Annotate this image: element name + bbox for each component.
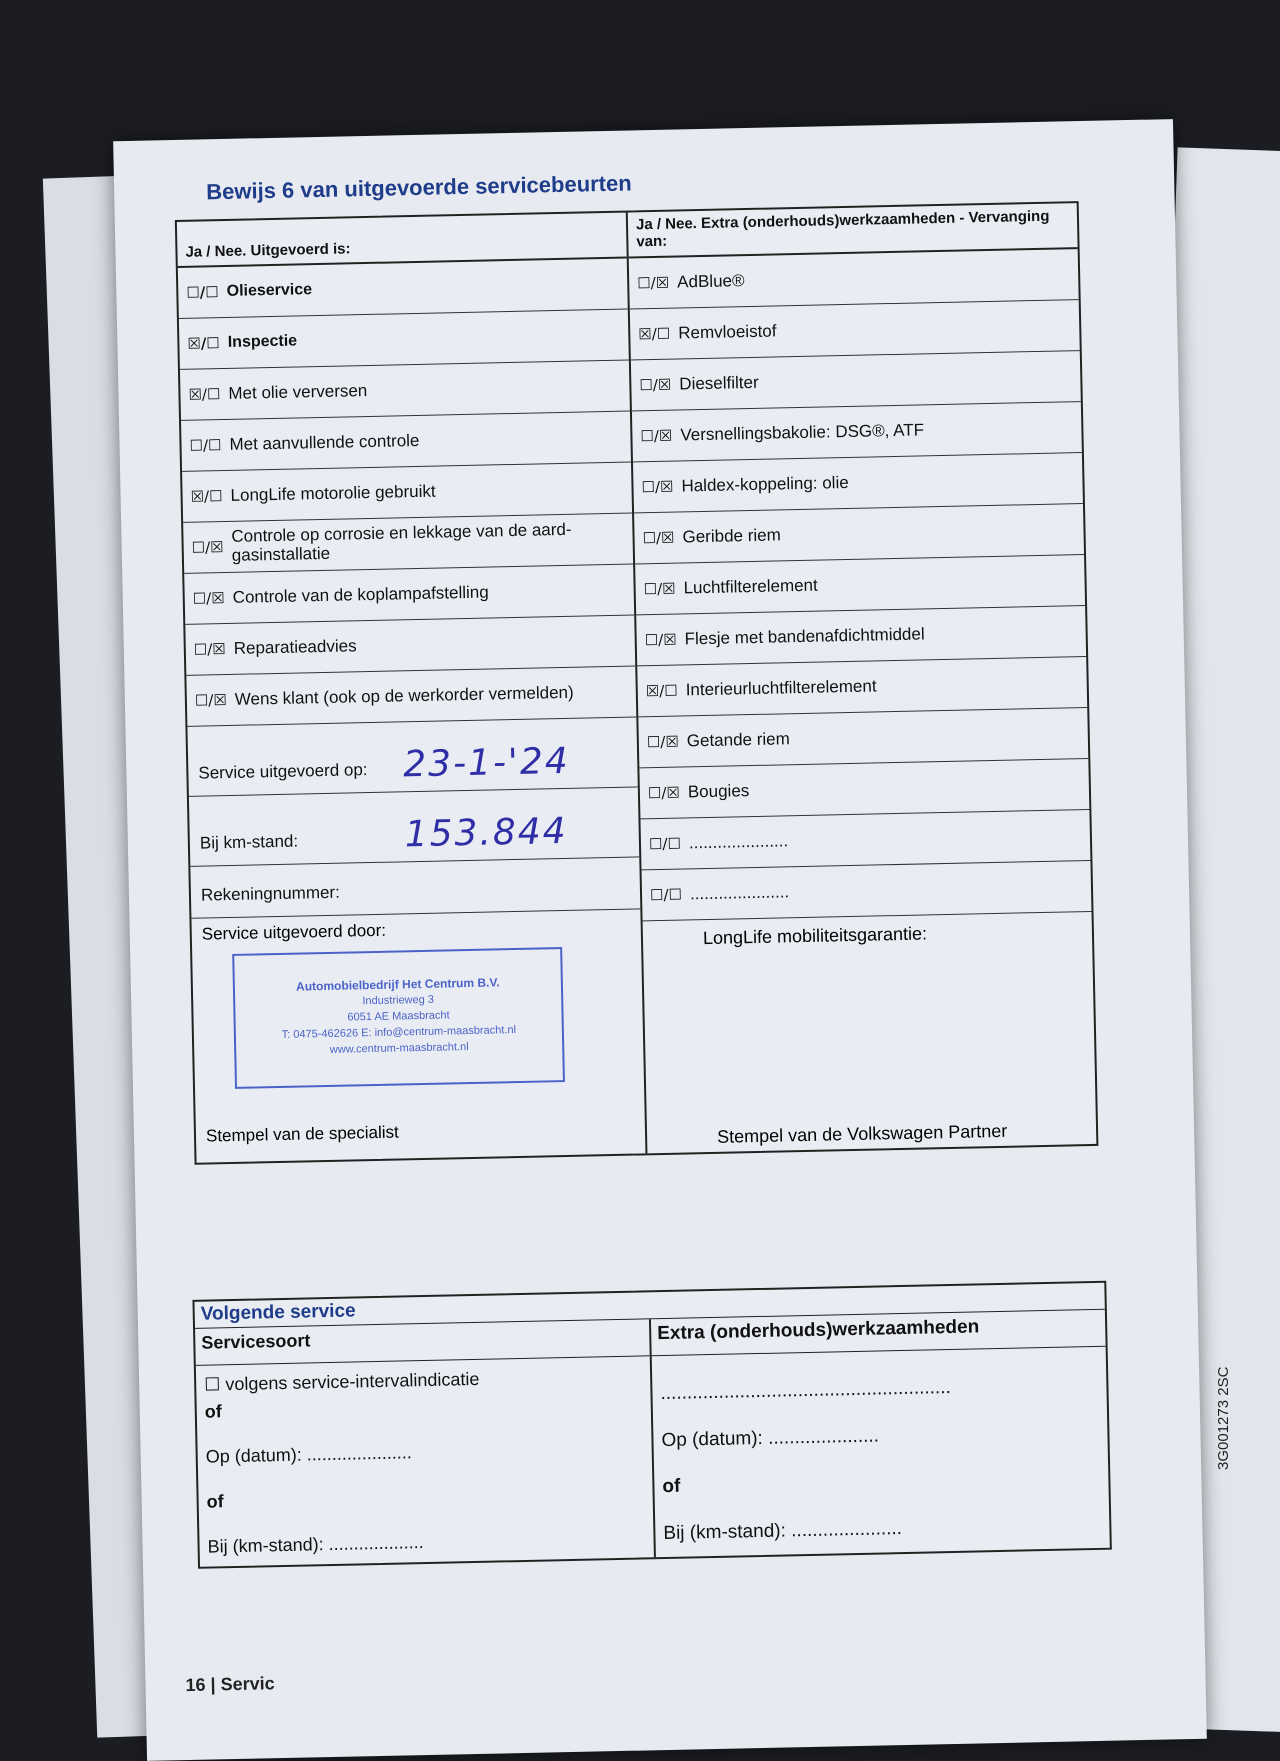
- left-column-title: Ja / Nee. Uitgevoerd is:: [177, 213, 627, 268]
- km-handwriting: 153.844: [404, 810, 569, 856]
- service-date-handwriting: 23-1-'24: [402, 740, 571, 786]
- partner-stamp-area: LongLife mobiliteitsgarantie: Stempel van de Volkswagen Partner: [702, 923, 1008, 1147]
- replacement-item-checkbox[interactable]: ☐/☒: [637, 273, 670, 293]
- replacement-item-row: [639, 759, 1089, 819]
- next-date-field[interactable]: Op (datum): .....................: [205, 1442, 412, 1467]
- replacement-item-checkbox[interactable]: ☒/☐: [645, 681, 678, 701]
- replacement-item-label: Haldex-koppeling: olie: [681, 472, 849, 496]
- performed-item-checkbox[interactable]: ☒/☐: [190, 487, 223, 506]
- replacement-item-label: Luchtfilterelement: [683, 575, 818, 598]
- performed-item-checkbox[interactable]: ☐/☐: [186, 283, 219, 302]
- replacement-item-label: Dieselfilter: [679, 372, 759, 394]
- replacement-item-checkbox[interactable]: ☐/☒: [642, 528, 675, 548]
- performed-item-checkbox[interactable]: ☐/☒: [194, 690, 228, 710]
- performed-item-checkbox[interactable]: ☐/☒: [191, 537, 224, 557]
- performed-item-label: Olieservice: [226, 281, 313, 300]
- replacement-item-checkbox[interactable]: ☐/☒: [641, 477, 674, 497]
- interval-option-checkbox[interactable]: ☐ volgens service-intervalindicatie: [204, 1368, 480, 1395]
- right-column-title: Ja / Nee. Extra (onderhouds)werkzaamheden - Vervanging van:: [628, 203, 1078, 258]
- performed-item-checkbox[interactable]: ☒/☐: [188, 385, 221, 404]
- replacement-item-row: [631, 351, 1081, 411]
- performed-item-row: [180, 361, 630, 421]
- performed-item-row: [185, 615, 635, 675]
- replacement-item-row: [642, 861, 1092, 921]
- extra-km-field[interactable]: Bij (km-stand): .....................: [663, 1517, 903, 1544]
- replacement-item-label: AdBlue®: [676, 271, 745, 292]
- performed-item-label: Inspectie: [227, 332, 298, 351]
- next-km-field[interactable]: Bij (km-stand): ...................: [207, 1532, 424, 1557]
- performed-item-label: Controle op corrosie en lekkage van de aard- gasinstallatie: [231, 520, 572, 565]
- invoice-field[interactable]: Rekeningnummer:: [190, 857, 640, 918]
- service-booklet-page: [113, 119, 1207, 1761]
- extra-date-field[interactable]: Op (datum): .....................: [661, 1425, 880, 1451]
- replacement-item-row: [629, 249, 1079, 309]
- replacement-item-row: [634, 504, 1084, 564]
- performed-item-checkbox[interactable]: ☒/☐: [187, 334, 220, 353]
- replacement-item-checkbox[interactable]: ☐/☐: [648, 834, 682, 854]
- performed-item-label: Wens klant (ook op de werkorder vermelden): [234, 682, 574, 709]
- performed-item-row: [184, 564, 634, 624]
- replacement-item-checkbox[interactable]: ☐/☒: [640, 426, 673, 446]
- right-column: [628, 203, 1097, 1153]
- performed-item-row: [183, 513, 633, 573]
- performed-item-row: [181, 412, 631, 472]
- replacement-item-row: [632, 402, 1082, 462]
- replacement-item-label: .....................: [688, 831, 789, 853]
- replacement-item-label: Geribde riem: [682, 525, 781, 547]
- specialist-stamp-area: Service uitgevoerd door: Automobielbedrijf Het Centrum B.V. Industrieweg 3 6051 AE Maasbracht T: 0475-462626 E: info@centrum-maasbracht.nl www.centrum-maasbracht.nl Stempel van de specialist: [191, 909, 645, 1150]
- performed-item-label: Reparatieadvies: [233, 636, 357, 658]
- replacement-item-row: [640, 810, 1090, 870]
- replacement-item-row: [638, 708, 1088, 768]
- replacement-item-label: Flesje met bandenafdichtmiddel: [684, 624, 925, 649]
- replacement-item-row: [630, 300, 1080, 360]
- replacement-item-label: Getande riem: [686, 729, 790, 751]
- performed-item-checkbox[interactable]: ☐/☐: [189, 436, 222, 455]
- replacement-item-row: [636, 606, 1086, 666]
- performed-item-row: [182, 463, 632, 523]
- next-service-box: Volgende service Servicesoort ☐ volgens service-intervalindicatie of Op (datum): ..................... of Bij (km-stand): ................... Extra (onderhouds)werkzaamheden ....................................................... Op (datum): ..................... of Bij (km-stand): .....................: [192, 1281, 1111, 1569]
- performed-item-row: [179, 310, 629, 370]
- service-form: [175, 201, 1099, 1165]
- page-heading: Bewijs 6 van uitgevoerde servicebeurten: [205, 170, 632, 205]
- document-code: 3G001273 2SC: [1215, 1366, 1232, 1470]
- page-footer: 16 | Servic: [185, 1673, 275, 1696]
- replacement-item-label: Remvloeistof: [678, 321, 777, 343]
- replacement-item-row: [633, 453, 1083, 513]
- replacement-item-label: .....................: [689, 882, 790, 904]
- replacement-item-checkbox[interactable]: ☒/☐: [638, 324, 671, 344]
- performed-item-row: [186, 666, 636, 726]
- replacement-item-checkbox[interactable]: ☐/☒: [647, 783, 681, 803]
- performed-item-label: Controle van de koplampafstelling: [232, 582, 489, 607]
- performed-item-label: Met aanvullende controle: [229, 430, 420, 454]
- left-column: [177, 213, 648, 1163]
- replacement-item-label: Bougies: [687, 781, 750, 802]
- km-field[interactable]: Bij km-stand: 153.844: [189, 787, 639, 866]
- replacement-item-checkbox[interactable]: ☐/☒: [639, 375, 672, 395]
- replacement-item-row: [635, 555, 1085, 615]
- replacement-item-checkbox[interactable]: ☐/☐: [649, 885, 683, 905]
- performed-item-checkbox[interactable]: ☐/☒: [192, 589, 225, 608]
- replacement-item-checkbox[interactable]: ☐/☒: [646, 732, 679, 752]
- extra-work-field[interactable]: .......................................................: [660, 1377, 951, 1405]
- replacement-item-label: Versnellingsbakolie: DSG®, ATF: [680, 420, 925, 445]
- performed-item-label: LongLife motorolie gebruikt: [230, 481, 436, 505]
- replacement-item-label: Interieurluchtfilterelement: [685, 676, 877, 700]
- performed-item-row: [178, 259, 628, 319]
- service-date-field[interactable]: Service uitgevoerd op: 23-1-'24: [187, 717, 637, 796]
- replacement-item-checkbox[interactable]: ☐/☒: [643, 579, 676, 599]
- performed-item-checkbox[interactable]: ☐/☒: [193, 640, 226, 659]
- dealer-stamp: Automobielbedrijf Het Centrum B.V. Industrieweg 3 6051 AE Maasbracht T: 0475-462626 E: info@centrum-maasbracht.nl www.centrum-maasbracht.nl: [232, 947, 565, 1089]
- performed-item-label: Met olie verversen: [228, 381, 368, 403]
- replacement-item-checkbox[interactable]: ☐/☒: [644, 630, 677, 650]
- replacement-item-row: [637, 657, 1087, 717]
